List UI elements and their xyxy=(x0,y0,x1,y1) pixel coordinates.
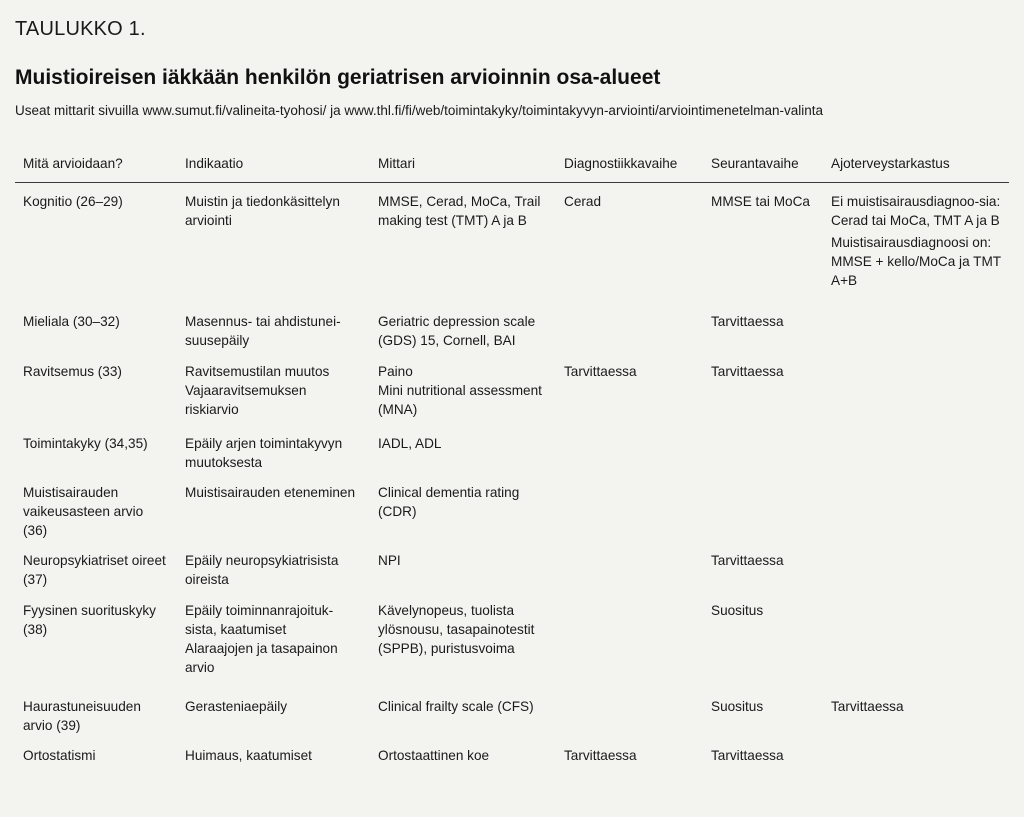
table-row xyxy=(15,434,1009,483)
table-cell: Gerasteniaepäily xyxy=(185,698,288,714)
cell-text: Vajaaravitsemuksen riskiarvio xyxy=(185,382,307,417)
table-cell xyxy=(703,434,823,483)
table-cell: Haurastuneisuuden arvio (39) xyxy=(23,698,141,733)
table-row xyxy=(15,362,1009,434)
table-row xyxy=(15,551,1009,601)
table-cell: Muistin ja tiedonkäsittelyn arviointi xyxy=(185,194,340,228)
table-subtitle: Useat mittarit sivuilla www.sumut.fi/valineita-tyohosi/ ja www.thl.fi/fi/web/toimintakyky/toimintakyvyn-arviointi/arviointimenetelman-valinta xyxy=(15,103,824,118)
table-cell: Huimaus, kaatumiset xyxy=(185,747,312,763)
table-cell xyxy=(823,362,1009,434)
table-cell: Ravitsemus (33) xyxy=(23,363,122,379)
table-cell: Tarvittaessa xyxy=(711,313,784,329)
table-cell: Ortostatismi xyxy=(23,747,96,763)
table-cell: Suositus xyxy=(711,698,764,714)
table-cell xyxy=(556,434,703,483)
assessment-table xyxy=(15,148,1009,776)
table-cell: Tarvittaessa xyxy=(711,747,784,763)
table-row xyxy=(15,483,1009,551)
table-cell: Tarvittaessa xyxy=(711,552,784,568)
table-cell: Clinical dementia rating (CDR) xyxy=(378,484,520,519)
table-cell xyxy=(823,312,1009,362)
table-cell: MMSE, Cerad, MoCa, Trail making test (TMT) A ja B xyxy=(378,194,541,228)
table-cell xyxy=(177,362,370,434)
table-cell xyxy=(823,601,1009,697)
header-row xyxy=(15,148,1009,183)
table-row xyxy=(15,697,1009,746)
table-cell: Epäily arjen toimintakyvyn muutoksesta xyxy=(185,435,343,470)
header-cell: Mittari xyxy=(370,148,556,183)
table-cell xyxy=(556,697,703,746)
cell-text: Ei muistisairausdiagnoo-sia: Cerad tai MoCa, TMT A ja B xyxy=(831,194,1001,228)
table-cell: NPI xyxy=(378,552,401,568)
table-row xyxy=(15,183,1009,312)
table-cell: Mieliala (30–32) xyxy=(23,313,120,329)
table-cell: Muistisairauden vaikeusasteen arvio (36) xyxy=(23,484,144,538)
table-cell xyxy=(556,551,703,601)
table-cell: Epäily neuropsykiatrisista oireista xyxy=(185,552,339,587)
table-row xyxy=(15,312,1009,362)
table-cell: MMSE tai MoCa xyxy=(711,194,810,209)
table-cell: Tarvittaessa xyxy=(564,363,637,379)
header-cell: Ajoterveystarkastus xyxy=(823,148,1009,183)
cell-text: Epäily toiminnanrajoituk-sista, kaatumiset xyxy=(185,602,334,637)
table-cell xyxy=(556,483,703,551)
table-cell xyxy=(370,362,556,434)
cell-text: Alaraajojen ja tasapainon arvio xyxy=(185,640,338,675)
cell-text: Ravitsemustilan muutos xyxy=(185,363,330,379)
cell-text: Paino xyxy=(378,363,413,379)
table-cell xyxy=(703,483,823,551)
table-cell: Fyysinen suorituskyky (38) xyxy=(23,602,156,637)
header-cell: Diagnostiikkavaihe xyxy=(556,148,703,183)
table-cell: Kognitio (26–29) xyxy=(23,194,123,209)
table-cell xyxy=(177,601,370,697)
table-cell: Toimintakyky (34,35) xyxy=(23,435,148,451)
table-cell xyxy=(823,746,1009,776)
cell-text: Mini nutritional assessment (MNA) xyxy=(378,382,542,417)
table-cell: Tarvittaessa xyxy=(831,698,904,714)
table-cell: Masennus- tai ahdistunei-suusepäily xyxy=(185,313,341,348)
table-cell: Neuropsykiatriset oireet (37) xyxy=(23,552,166,587)
table-label: TAULUKKO 1. xyxy=(15,18,146,40)
cell-text: Muistisairausdiagnoosi on: MMSE + kello/MoCa ja TMT A+B xyxy=(831,235,1001,288)
table-row xyxy=(15,746,1009,776)
table-title: Muistioireisen iäkkään henkilön geriatrisen arvioinnin osa-alueet xyxy=(15,66,661,89)
table-cell: Suositus xyxy=(711,602,764,618)
header-cell: Mitä arvioidaan? xyxy=(15,148,177,183)
table-cell xyxy=(823,434,1009,483)
table-cell: Kävelynopeus, tuolista ylösnousu, tasapainotestit (SPPB), puristusvoima xyxy=(378,602,535,656)
table-cell xyxy=(556,312,703,362)
table-cell: Ortostaattinen koe xyxy=(378,747,490,763)
table-row xyxy=(15,601,1009,697)
table-cell: Cerad xyxy=(564,194,602,209)
header-cell: Seurantavaihe xyxy=(703,148,823,183)
table-cell: Tarvittaessa xyxy=(564,747,637,763)
table-cell: Clinical frailty scale (CFS) xyxy=(378,698,534,714)
table-cell xyxy=(556,601,703,697)
table-cell: IADL, ADL xyxy=(378,435,442,451)
table-cell xyxy=(823,551,1009,601)
table-cell xyxy=(823,483,1009,551)
header-cell: Indikaatio xyxy=(177,148,370,183)
table-cell xyxy=(823,183,1009,312)
table-cell: Muistisairauden eteneminen xyxy=(185,484,356,500)
table-cell: Tarvittaessa xyxy=(711,363,784,379)
table-cell: Geriatric depression scale (GDS) 15, Cornell, BAI xyxy=(378,313,536,348)
